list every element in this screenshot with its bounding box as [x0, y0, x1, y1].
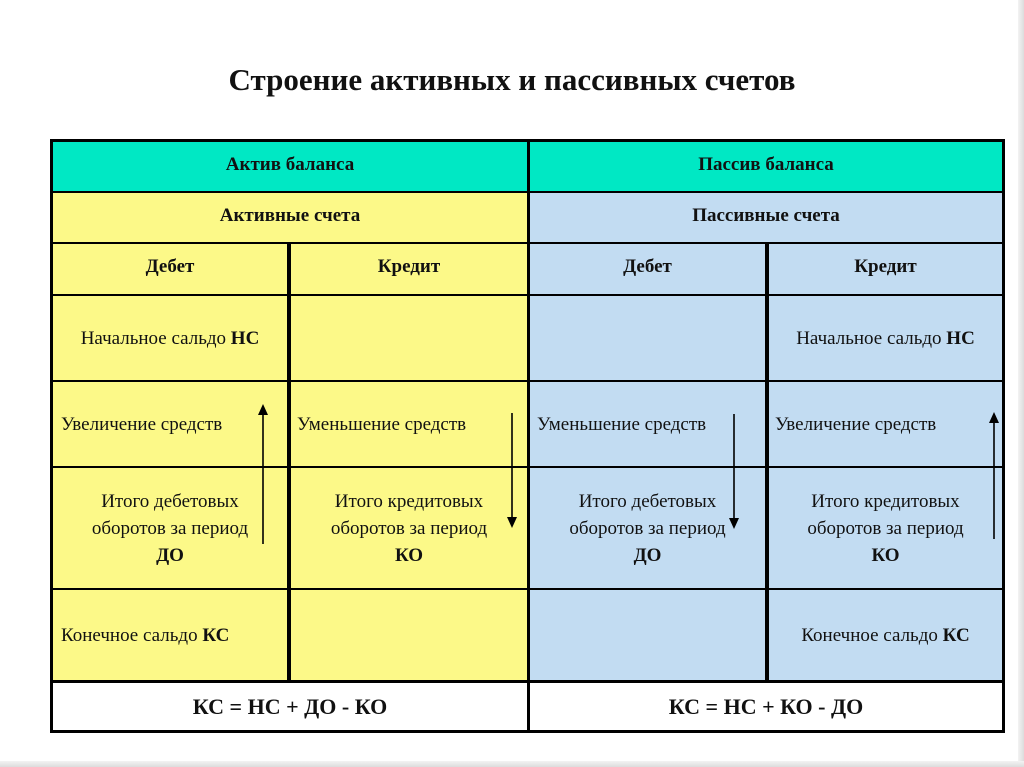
turnover-abbr: КО: [871, 544, 900, 566]
closing-balance-abbr: КС: [942, 624, 970, 646]
turnover-line1: Итого дебетовых: [101, 490, 239, 512]
increase-label: Увеличение средств: [61, 413, 223, 435]
active-credit-label: Кредит: [377, 256, 441, 277]
passive-formula: [530, 683, 1002, 730]
active-credit-down-arrow-icon: [505, 413, 519, 529]
active-credit-decrease: [291, 382, 527, 466]
closing-balance-text: Конечное сальдо: [801, 624, 943, 646]
turnover-line2: оборотов за период: [91, 517, 249, 539]
turnover-line1: Итого кредитовых: [811, 490, 960, 512]
liabilities-header: [530, 142, 1002, 191]
active-closing-balance: [53, 590, 287, 680]
passive-debit-header: [530, 244, 765, 294]
slide-edge-right: [1018, 0, 1024, 767]
passive-debit-down-arrow-icon: [727, 414, 741, 530]
decrease-label: Уменьшение средств: [537, 413, 707, 435]
increase-label: Увеличение средств: [775, 413, 937, 435]
passive-accounts-header: [530, 193, 1002, 242]
active-accounts-header: [53, 193, 527, 242]
active-opening-balance: [53, 296, 287, 380]
opening-balance-abbr: НС: [230, 327, 260, 349]
turnover-line1: Итого дебетовых: [578, 490, 717, 512]
turnover-line2: оборотов за период: [569, 517, 726, 539]
passive-opening-debit-empty: [530, 296, 765, 380]
passive-credit-header: [769, 244, 1002, 294]
opening-balance-text: Начальное сальдо: [796, 327, 947, 349]
active-debit-turnover: [53, 468, 287, 588]
active-closing-credit-empty: [291, 590, 527, 680]
assets-header: [53, 142, 527, 191]
page-title: Строение активных и пассивных счетов: [228, 62, 796, 97]
closing-balance-text: Конечное сальдо: [61, 624, 203, 646]
opening-balance-abbr: НС: [946, 327, 975, 349]
decrease-label: Уменьшение средств: [297, 413, 467, 435]
active-accounts-label: Активные счета: [219, 205, 361, 226]
passive-closing-debit-empty: [530, 590, 765, 680]
active-formula-text: КС = НС + ДО - КО: [192, 694, 388, 719]
passive-debit-label: Дебет: [623, 256, 672, 277]
turnover-abbr: ДО: [156, 544, 184, 566]
active-credit-header: [291, 244, 527, 294]
opening-balance-text: Начальное сальдо: [80, 327, 231, 349]
passive-closing-balance: [769, 590, 1002, 680]
turnover-line1: Итого кредитовых: [334, 490, 484, 512]
active-debit-label: Дебет: [145, 256, 195, 277]
assets-header-label: Актив баланса: [225, 154, 355, 175]
closing-balance-abbr: КС: [202, 624, 230, 646]
passive-credit-turnover: [769, 468, 1002, 588]
passive-opening-balance: [769, 296, 1002, 380]
slide-edge-bottom: [0, 761, 1024, 767]
turnover-abbr: КО: [394, 544, 424, 566]
active-formula: [53, 683, 527, 730]
passive-accounts-label: Пассивные счета: [692, 205, 840, 226]
liabilities-header-label: Пассив баланса: [698, 154, 834, 175]
accounts-table: [50, 139, 1005, 733]
active-debit-increase: [53, 382, 287, 466]
active-opening-credit-empty: [291, 296, 527, 380]
active-debit-header: [53, 244, 287, 294]
active-credit-turnover: [291, 468, 527, 588]
passive-credit-label: Кредит: [854, 256, 917, 277]
turnover-line2: оборотов за период: [807, 517, 964, 539]
passive-credit-up-arrow-icon: [987, 412, 1001, 540]
passive-formula-text: КС = НС + КО - ДО: [668, 694, 864, 719]
passive-credit-increase: [769, 382, 1002, 466]
active-debit-up-arrow-icon: [256, 404, 270, 546]
turnover-line2: оборотов за период: [330, 517, 488, 539]
turnover-abbr: ДО: [633, 544, 662, 566]
